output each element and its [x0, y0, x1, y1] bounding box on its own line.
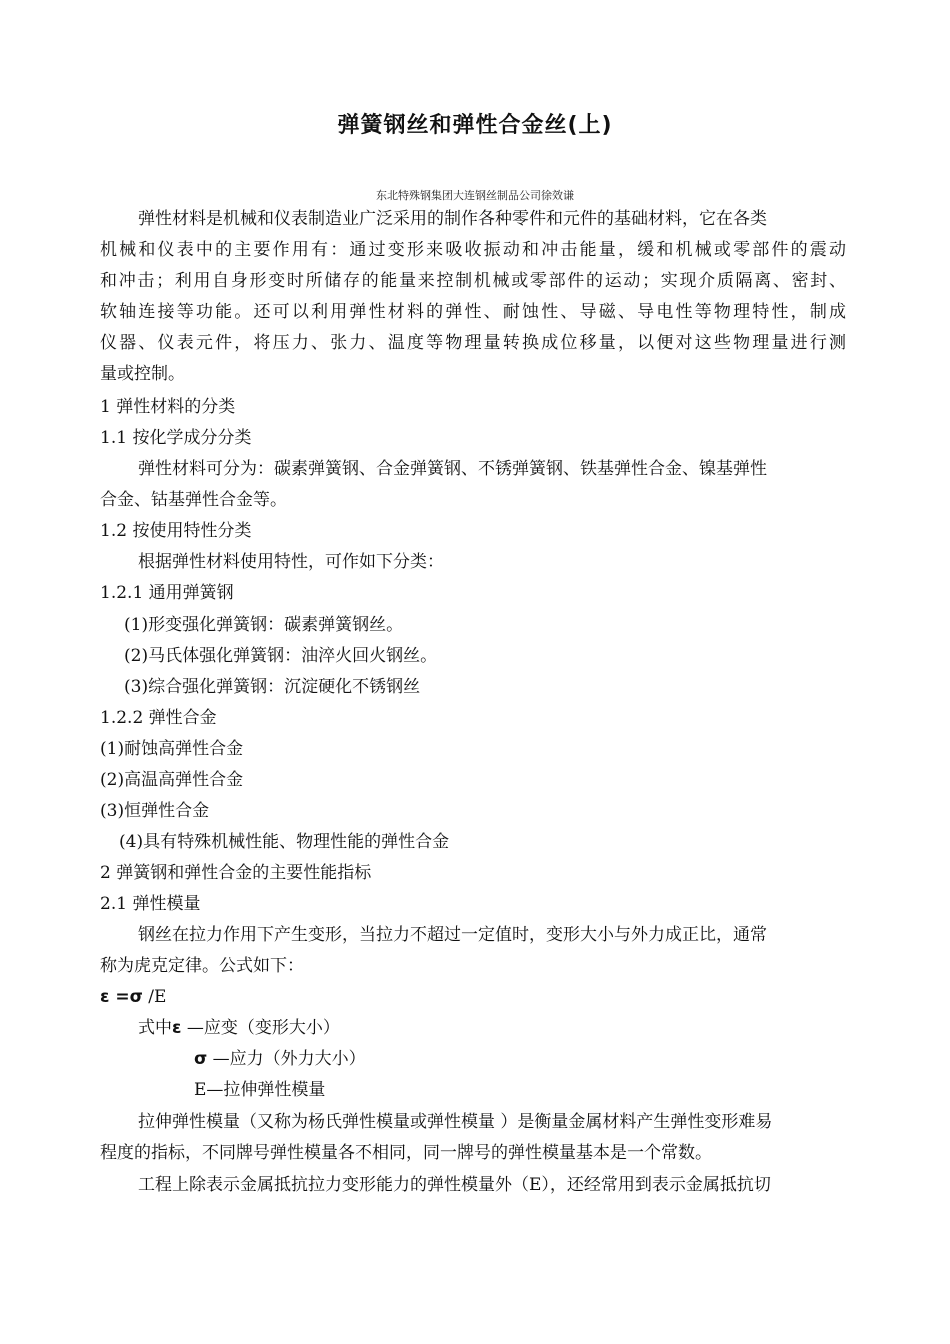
section-1-heading: 1 弹性材料的分类: [100, 397, 236, 417]
list-item: (3)恒弹性合金: [100, 801, 210, 821]
formula-lhs: ε =σ: [100, 987, 143, 1007]
epsilon-symbol: ε: [172, 1018, 182, 1038]
section-1-1-heading: 1.1 按化学成分分类: [100, 428, 252, 448]
list-item: (2)高温高弹性合金: [100, 770, 244, 790]
section-2-heading: 2 弹簧钢和弹性合金的主要性能指标: [100, 863, 372, 883]
epsilon-description: —应变（变形大小）: [181, 1018, 340, 1038]
formula-where-e: E—拉伸弹性模量: [194, 1080, 326, 1100]
list-item: (1)耐蚀高弹性合金: [100, 739, 244, 759]
intro-line-5: 仪器、仪表元件，将压力、张力、温度等物理量转换成位移量，以便对这些物理量进行测: [100, 333, 846, 353]
section-2-1-line-3: 拉伸弹性模量（又称为杨氏弹性模量或弹性模量 ）是衡量金属材料产生弹性变形难易: [138, 1112, 773, 1132]
list-item: (2)马氏体强化弹簧钢：油淬火回火钢丝。: [124, 646, 438, 666]
section-1-1-line-1: 弹性材料可分为：碳素弹簧钢、合金弹簧钢、不锈弹簧钢、铁基弹性合金、镍基弹性: [138, 459, 767, 479]
intro-line-1: 弹性材料是机械和仪表制造业广泛采用的制作各种零件和元件的基础材料，它在各类: [138, 209, 767, 229]
formula-where-sigma: [194, 1048, 366, 1070]
where-prefix: 式中: [138, 1018, 172, 1038]
document-title: 弹簧钢丝和弹性合金丝(上): [337, 113, 613, 138]
section-1-2-line-1: 根据弹性材料使用特性，可作如下分类：: [138, 552, 444, 572]
section-2-1-line-4: 程度的指标，不同牌号弹性模量各不相同，同一牌号的弹性模量基本是一个常数。: [100, 1143, 712, 1163]
section-2-1-line-5: 工程上除表示金属抵抗拉力变形能力的弹性模量外（E），还经常用到表示金属抵抗切: [138, 1175, 771, 1195]
author-line: 东北特殊钢集团大连钢丝制品公司徐效谦: [376, 189, 574, 202]
section-1-2-heading: 1.2 按使用特性分类: [100, 521, 252, 541]
intro-line-4: 软轴连接等功能。还可以利用弹性材料的弹性、耐蚀性、导磁、导电性等物理特性，制成: [100, 302, 846, 322]
sigma-symbol: σ: [194, 1049, 208, 1069]
sigma-description: —应力（外力大小）: [207, 1049, 366, 1069]
section-1-2-2-heading: 1.2.2 弹性合金: [100, 708, 217, 728]
list-item: (4)具有特殊机械性能、物理性能的弹性合金: [119, 832, 450, 852]
section-1-1-line-2: 合金、钴基弹性合金等。: [100, 490, 287, 510]
section-2-1-line-2: 称为虎克定律。公式如下：: [100, 956, 304, 976]
section-2-1-heading: 2.1 弹性模量: [100, 894, 201, 914]
section-1-2-1-heading: 1.2.1 通用弹簧钢: [100, 583, 234, 603]
list-item: (1)形变强化弹簧钢：碳素弹簧钢丝。: [124, 615, 404, 635]
section-2-1-line-1: 钢丝在拉力作用下产生变形，当拉力不超过一定值时，变形大小与外力成正比，通常: [138, 925, 767, 945]
formula-rhs: /E: [142, 987, 167, 1007]
formula-where-epsilon: [138, 1017, 340, 1039]
intro-line-3: 和冲击；利用自身形变时所储存的能量来控制机械或零部件的运动；实现介质隔离、密封、: [100, 271, 846, 291]
formula: [100, 986, 166, 1008]
intro-line-2: 机械和仪表中的主要作用有：通过变形来吸收振动和冲击能量，缓和机械或零部件的震动: [100, 240, 846, 260]
list-item: (3)综合强化弹簧钢：沉淀硬化不锈钢丝: [124, 677, 421, 697]
intro-line-6: 量或控制。: [100, 364, 185, 384]
